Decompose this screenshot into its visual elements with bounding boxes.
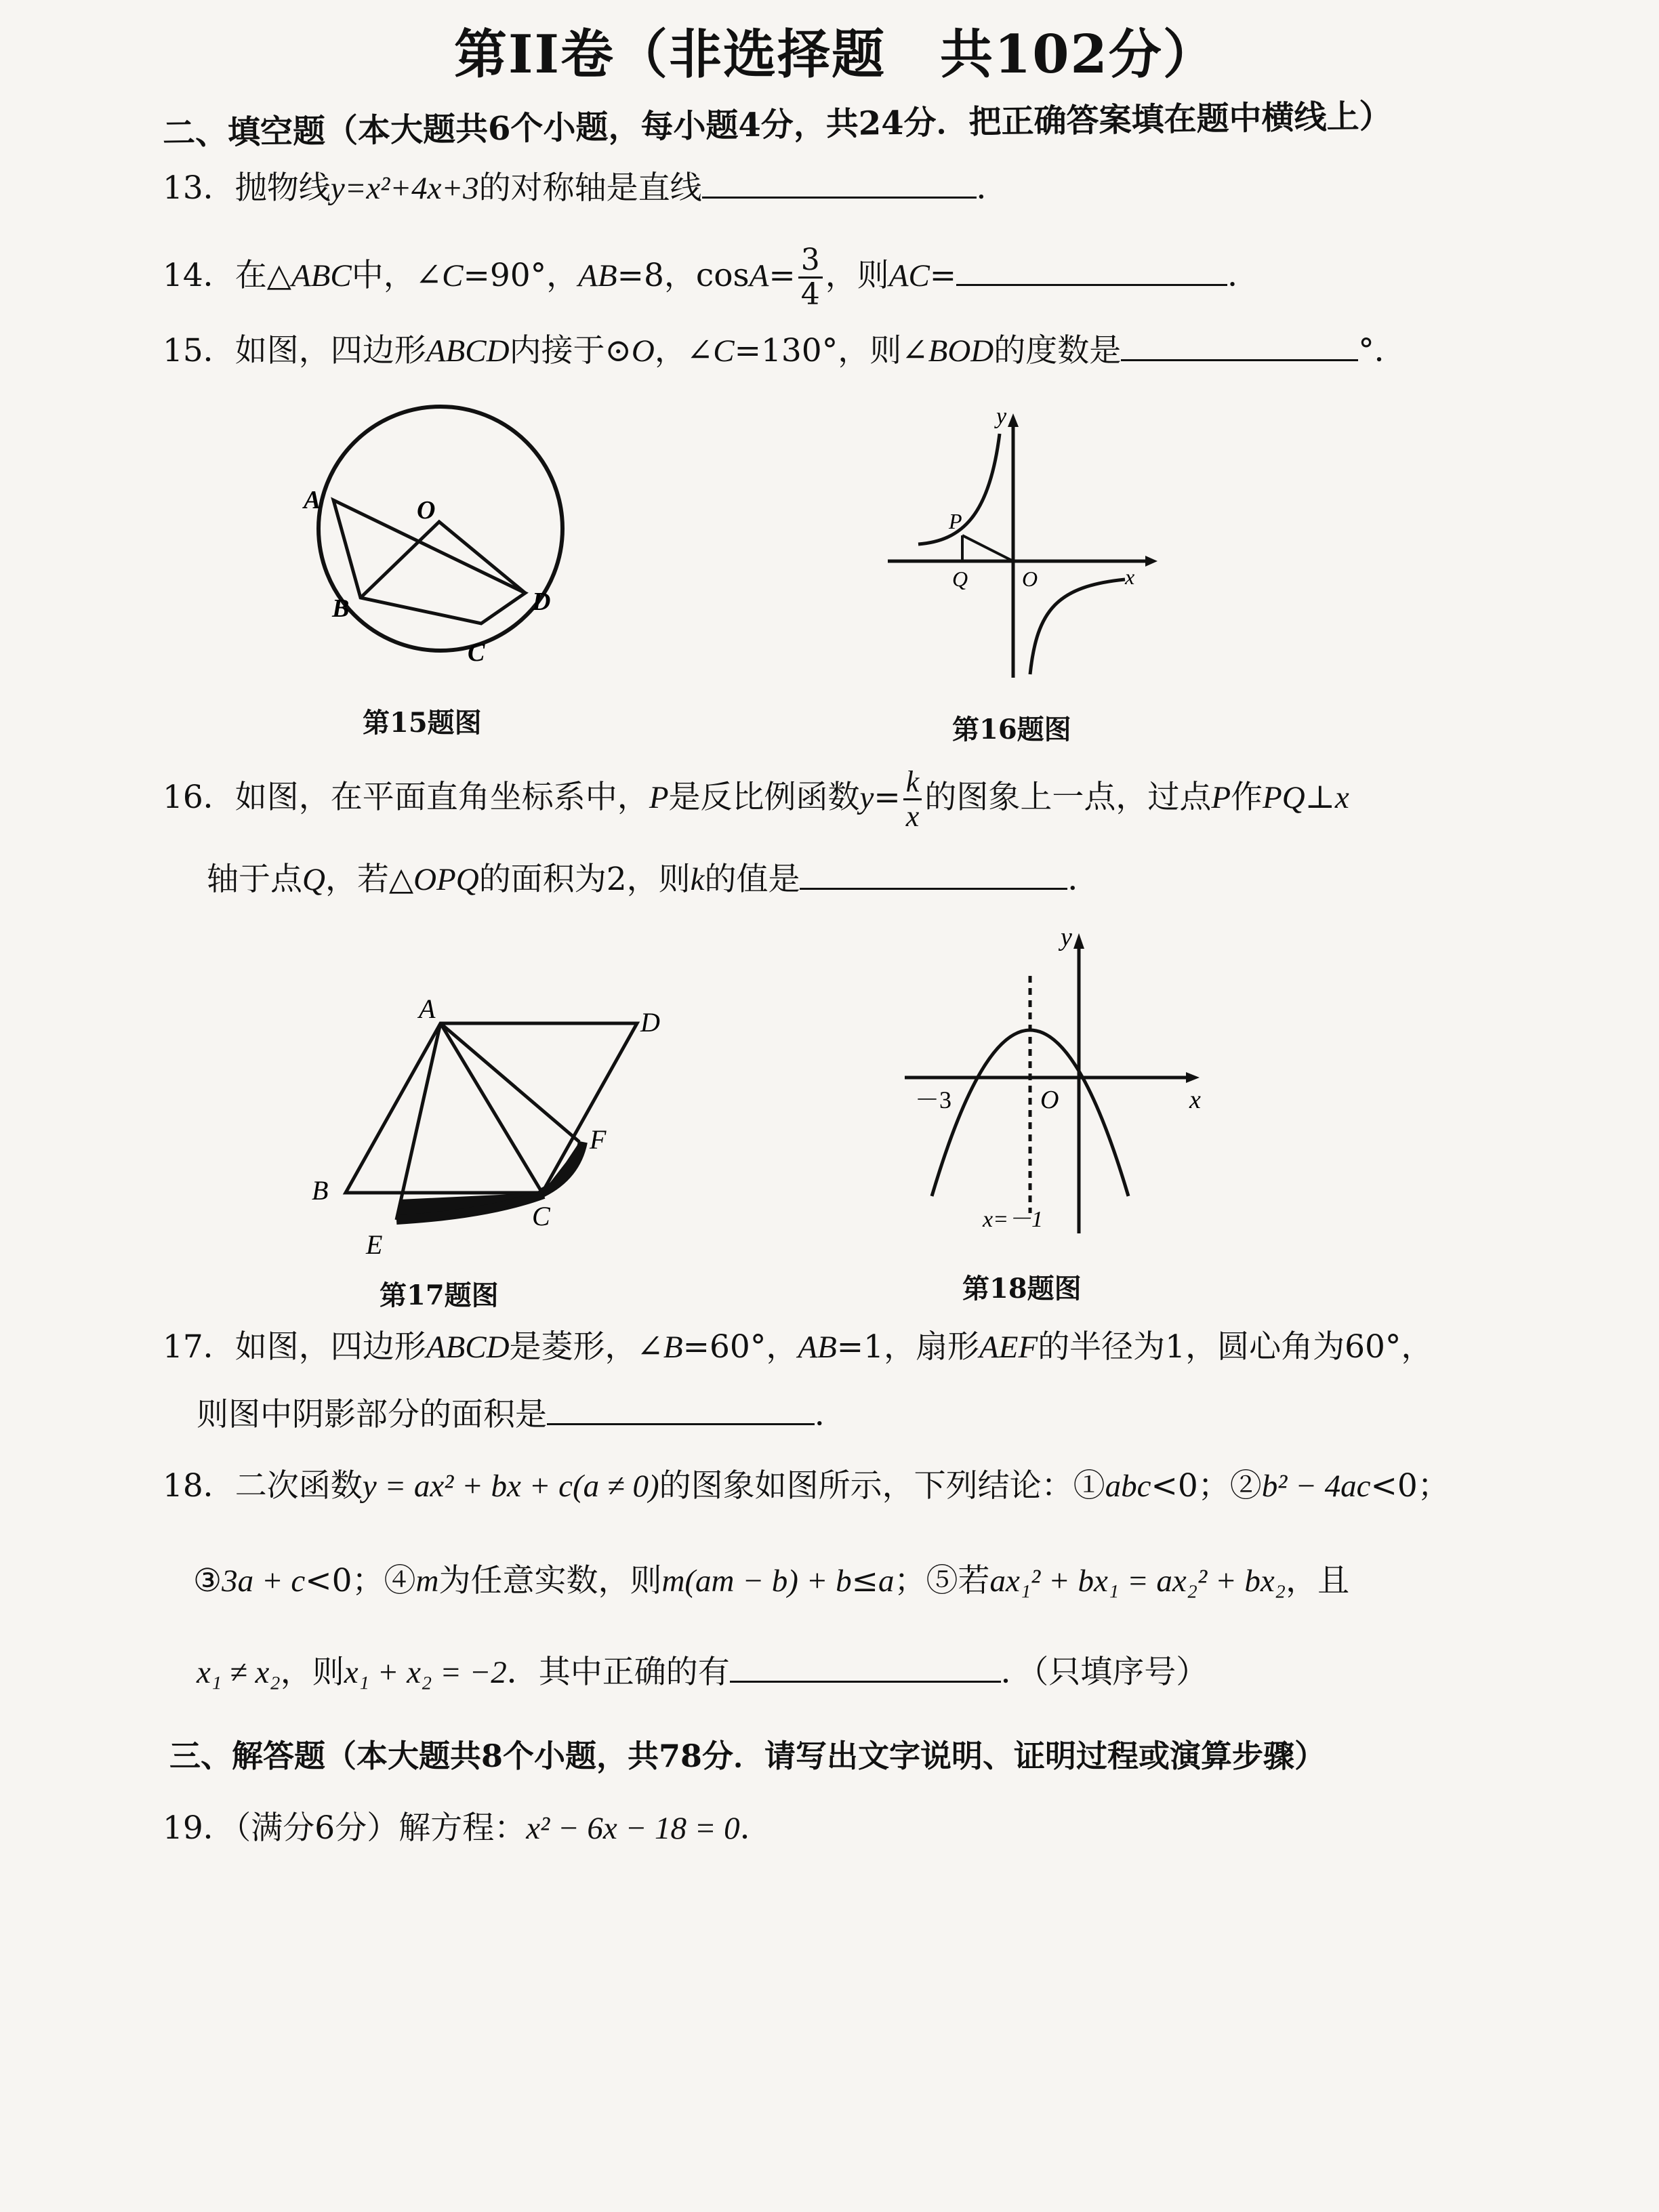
q16-y: y [859,779,874,815]
label-x: x [1189,1086,1201,1114]
label-a: A [304,486,321,514]
q18-text-10: ．其中正确的有 [506,1654,730,1691]
q16-p-2: P [1211,779,1231,815]
radius-ae [396,1023,441,1220]
q16-text-5: 轴于点 [207,861,302,898]
q15-text-2: 内接于⊙ [509,332,632,369]
q14-ac: AC [888,258,930,293]
label-d: D [640,1007,660,1038]
radius-af [441,1023,579,1142]
q18-text-3: <0；② [1151,1467,1262,1504]
q14-text-2: 中，∠ [351,256,443,294]
q16-numerator: k [903,766,922,800]
question-18-line-3 [197,1654,1208,1692]
q15-text: 15．如图，四边形 [163,332,426,369]
question-13 [163,169,1008,207]
label-o: O [1022,567,1038,591]
label-axis-equation: x=－1 [983,1207,1044,1232]
q14-numerator: 3 [798,244,823,279]
q14-text-6: ，则 [825,256,889,294]
q14-text-3: =90°， [463,256,579,294]
q13-text: 13．抛物线 [163,169,331,207]
q16-text-4: 作 [1231,778,1263,816]
q14-ab: AB [578,258,617,293]
q17-ab: AB [798,1330,837,1365]
q18-expr-5: ax₁² + bx₁ = ax₂² + bx₂ [989,1563,1286,1599]
q14-denominator: 4 [800,277,820,312]
q15-answer-blank[interactable] [1121,359,1358,361]
question-18-line-1 [163,1467,1450,1505]
figure-17 [305,996,684,1267]
q18-abc: abc [1105,1469,1151,1504]
q15-bod: BOD [928,333,994,369]
q15-abcd: ABCD [426,333,510,369]
q14-text-5: = [769,256,796,294]
section-header-fill-in: 二、填空题（本大题共6个小题，每小题4分，共24分．把正确答案填在题中横线上） [162,97,1392,152]
q17-text-3: =60°， [682,1328,798,1366]
q18-text-4: <0； [1370,1467,1450,1504]
figure-15-caption: 第15题图 [363,707,482,739]
q13-equation: =x²+4x+3 [344,171,479,206]
section-header-solutions: 三、解答题（本大题共8个小题，共78分．请写出文字说明、证明过程或演算步骤） [169,1738,1326,1774]
x-axis-arrow [1186,1072,1200,1083]
q19-end: ． [739,1809,772,1847]
label-y: y [1061,925,1072,951]
question-14 [163,244,1259,312]
q16-fraction [903,766,922,834]
q18-leq: ≤ [851,1562,878,1599]
q17-text-4: =1，扇形 [836,1328,980,1366]
q16-pq: PQ [1263,779,1305,815]
q19-text: 19．（满分6分）解方程： [163,1809,527,1847]
label-y: y [996,407,1007,429]
q17-text-6: 则图中阴影部分的面积是 [197,1396,547,1433]
q18-text: 18．二次函数 [163,1467,363,1504]
y-axis-arrow [1008,413,1019,427]
question-15 [163,332,1406,370]
figure-17-caption: 第17题图 [380,1279,499,1311]
x-axis-arrow [1145,556,1158,567]
q19-equation: x² − 6x − 18 = 0 [526,1811,740,1846]
q14-text-7: = [929,256,957,294]
figure-15 [285,400,596,684]
q16-q: Q [302,862,325,897]
q18-a: a [878,1563,895,1599]
q17-answer-blank[interactable] [547,1422,815,1425]
q16-text-2: 是反比例函数 [668,778,860,816]
q13-end: ． [976,169,1008,207]
label-x: x [1125,565,1135,589]
label-c: C [532,1201,550,1231]
q15-end: °． [1358,332,1406,369]
label-e: E [366,1229,383,1260]
q18-text-7: ；⑤若 [894,1562,990,1599]
q18-expr-4: m(am − b) + b [661,1563,852,1599]
q16-denominator: x [905,800,920,834]
label-o: O [417,496,436,525]
figure-18-caption: 第18题图 [962,1273,1082,1305]
label-c: C [468,638,485,667]
q14-text: 14．在△ [163,256,291,294]
q18-text-6: 为任意实数，则 [438,1562,662,1599]
q16-answer-blank[interactable] [800,887,1067,890]
q15-text-3: ，∠ [654,332,714,369]
label-d: D [532,588,551,616]
q17-text-5: 的半径为1，圆心角为60°， [1038,1328,1433,1366]
label-f: F [590,1124,607,1155]
q16-equals: = [874,778,901,816]
q18-text-5: <0；④ [305,1562,416,1599]
q18-item-3: ③ [193,1562,222,1599]
q14-fraction [798,244,823,312]
q13-answer-blank[interactable] [702,196,977,199]
hyperbola-branch-right [1030,579,1125,674]
q18-text-2: 的图象如图所示，下列结论：① [659,1467,1105,1504]
label-b: B [312,1175,329,1206]
q18-answer-blank[interactable] [730,1680,1001,1683]
question-17-line-1 [163,1328,1433,1366]
label-neg3: －3 [915,1086,952,1113]
q18-discriminant: b² − 4ac [1261,1469,1371,1504]
q13-func: y [330,171,345,206]
q18-expr-3: 3a + c [222,1563,306,1599]
q13-text-2: 的对称轴是直线 [478,169,702,207]
y-axis-arrow [1073,933,1084,949]
question-19 [163,1809,772,1847]
q18-text-8: ，且 [1286,1562,1350,1599]
q16-text: 16．如图，在平面直角坐标系中， [163,778,649,816]
q18-x-neq: x₁ ≠ x₂ [197,1655,281,1690]
q14-a: A [749,258,769,293]
label-o: O [1040,1086,1059,1114]
q14-abc: ABC [291,258,352,293]
q16-k: k [690,862,705,897]
q16-p: P [649,779,669,815]
q14-c: C [442,258,464,293]
angle-bod [361,522,525,598]
label-a: A [419,996,436,1024]
q14-text-4: =8，cos [617,256,750,294]
q18-m: m [415,1563,439,1599]
q15-c: C [713,333,735,369]
q16-opq: OPQ [413,862,479,897]
q14-answer-blank[interactable] [956,283,1227,286]
label-b: B [332,594,350,623]
q18-text-9: ，则 [280,1654,344,1691]
diagonal-ac [441,1023,542,1193]
q15-text-4: =130°，则∠ [734,332,928,369]
q15-text-5: 的度数是 [994,332,1122,369]
question-18-line-2 [193,1562,1349,1600]
label-q: Q [952,567,968,591]
q17-aef: AEF [979,1330,1038,1365]
q17-b: B [663,1330,683,1365]
question-16-line-2 [207,861,1099,899]
question-17-line-2 [197,1396,846,1434]
q16-text-8: 的值是 [704,861,800,898]
q16-x: x [1334,779,1349,815]
q18-text-11: ．（只填序号） [1000,1654,1208,1691]
q17-end: ． [815,1396,846,1433]
q16-end: ． [1067,861,1100,898]
q17-abcd: ABCD [426,1330,510,1365]
q14-end: ． [1227,256,1260,294]
q15-o: O [631,333,655,369]
q16-perp: ⊥ [1305,778,1335,816]
figure-18 [895,925,1220,1237]
figure-16 [881,407,1166,684]
q18-function: y = ax² + bx + c(a ≠ 0) [362,1469,659,1504]
q18-x-sum: x₁ + x₂ = −2 [344,1655,507,1690]
q16-text-7: 的面积为2，则 [478,861,691,898]
q16-text-6: ，若△ [325,861,414,898]
q17-text-2: 是菱形，∠ [509,1328,663,1366]
q16-text-3: 的图象上一点，过点 [924,778,1212,816]
page-title: 第II卷（非选择题 共102分） [454,24,1217,85]
label-p: P [949,509,962,533]
question-16-line-1 [163,766,1349,834]
q17-text: 17．如图，四边形 [163,1328,426,1366]
segment-po [962,535,1013,561]
figure-16-caption: 第16题图 [952,714,1071,745]
